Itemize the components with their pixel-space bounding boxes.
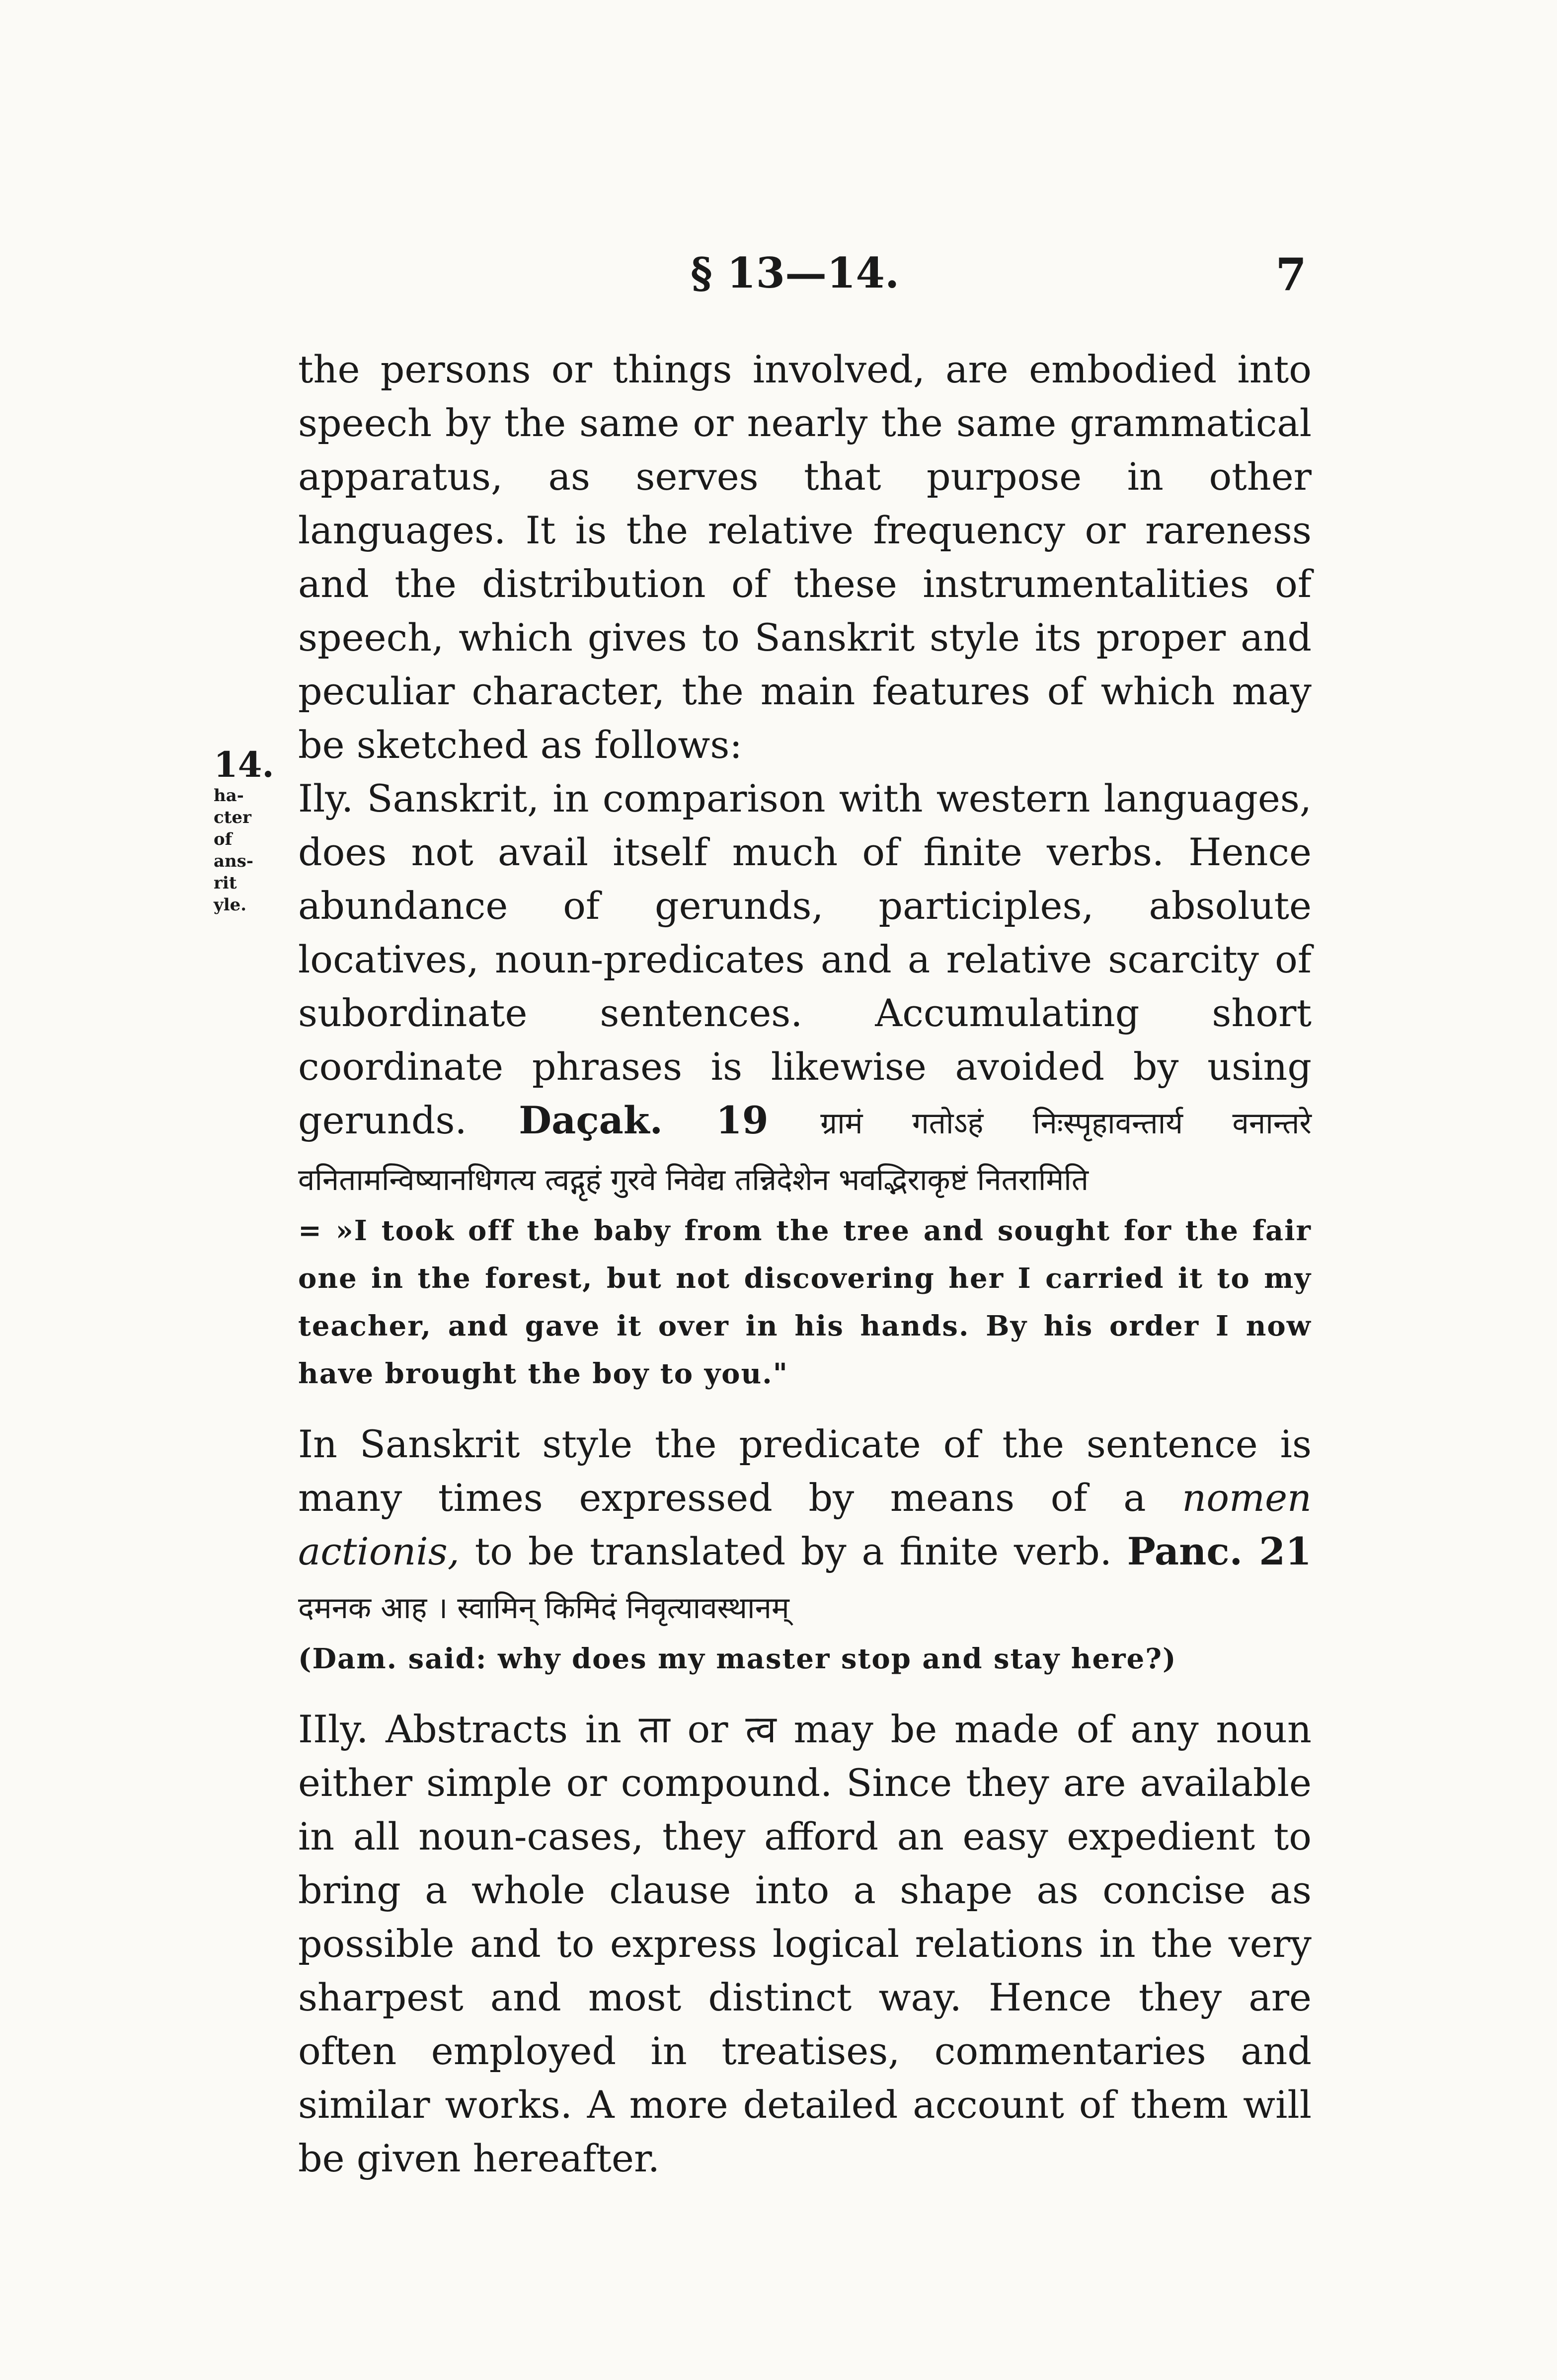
margin-note	[214, 745, 288, 916]
citation-ref: Panc. 21	[1127, 1529, 1312, 1573]
page-header	[293, 248, 1307, 318]
translation: = »I took off the baby from the tree and sought for the fair one in the forest, but not discovering her I carried it to my teacher, and gave it over in his hands. By his order I now have brought the boy to you."	[298, 1214, 1312, 1390]
paragraph: IIly. Abstracts in ता or त्व may be made of any noun either simple or compound. Since they are available in all noun-cases, they afford an easy expedient to bring a whole clause into a shape as concise as possible and to express logical relations in the very sharpest and most distinct way. Hence they are often employed in treatises, commentaries and similar works. A more detailed account of them will be given hereafter.	[298, 1707, 1312, 2180]
sanskrit-quote: ग्रामं गतोऽहं निःस्पृहावन्तार्य वनान्तरे वनितामन्विष्यानधिगत्य त्वद्गृहं गुरवे निवेद्य तन्निदेशेन भवद्भिराकृष्टं नितरामिति	[298, 1106, 1312, 1197]
translation: (Dam. said: why does my master stop and stay here?)	[298, 1642, 1177, 1675]
paragraph	[298, 772, 1312, 1207]
paragraph-text: to be translated by a finite verb.	[474, 1529, 1112, 1573]
body-text	[298, 343, 1312, 2185]
paragraph: the persons or things involved, are embodied into speech by the same or nearly the same grammatical apparatus, as serves that purpose in other languages. It is the relative frequency or rareness and the distribution of these instrumentalities of speech, which gives to Sanskrit style its proper and peculiar character, the main features of which may be sketched as follows:	[298, 347, 1312, 767]
paragraph-text: In Sanskrit style the predicate of the sentence is many times expressed by means of a	[298, 1422, 1312, 1520]
margin-line: ans-	[214, 851, 254, 871]
page-number: 7	[1275, 248, 1307, 301]
paragraph	[298, 1417, 1312, 1635]
sanskrit-quote: दमनक आह । स्वामिन् किमिदं निवृत्यावस्थानम्	[298, 1591, 789, 1626]
margin-line: yle.	[214, 895, 247, 915]
margin-line: ha-	[214, 786, 244, 806]
margin-line: cter	[214, 808, 251, 827]
citation-ref: Daçak. 19	[519, 1098, 769, 1142]
margin-line: rit	[214, 873, 237, 893]
paragraph-text: Ily. Sanskrit, in comparison with western languages, does not avail itself much of finite verbs. Hence abundance of gerunds, participles, absolute locatives, noun-predicates and a relative scarcity of subordinate sentences. Accumulating short coordinate phrases is likewise avoided by using gerunds.	[298, 776, 1312, 1142]
section-heading: § 13—14.	[691, 248, 900, 298]
nomen-term: nomen actionis,	[298, 1476, 1312, 1573]
margin-number: 14.	[214, 744, 274, 785]
margin-line: of	[214, 829, 233, 849]
